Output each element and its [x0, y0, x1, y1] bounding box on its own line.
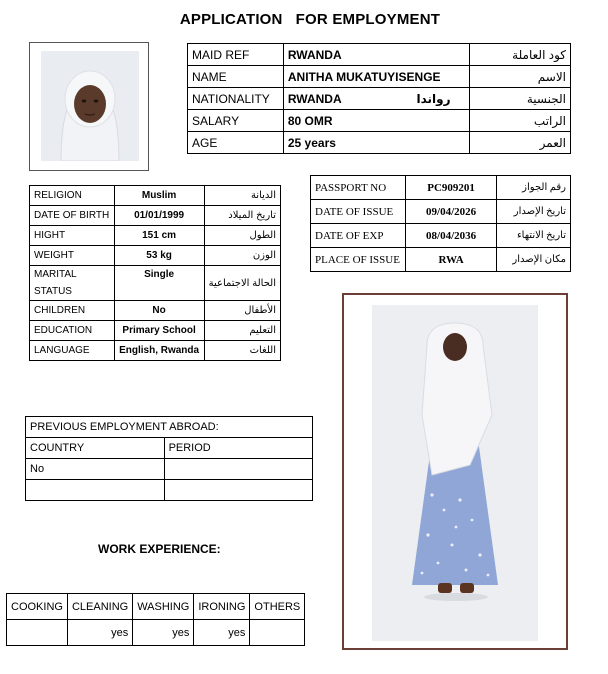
table-row — [188, 88, 571, 110]
religion-value: Muslim — [114, 186, 204, 206]
issue-place-label-ar: مكان الإصدار — [497, 248, 571, 272]
ironing-value: yes — [194, 620, 250, 646]
table-row — [188, 110, 571, 132]
cleaning-value: yes — [67, 620, 132, 646]
period-column-header: PERIOD — [164, 438, 312, 459]
work-experience-heading: WORK EXPERIENCE: — [98, 542, 221, 556]
table-row — [26, 438, 313, 459]
name-value — [283, 66, 469, 88]
country-cell — [26, 480, 165, 501]
previous-employment-heading: PREVIOUS EMPLOYMENT ABROAD: — [26, 417, 313, 438]
marital-label-line2: STATUS — [34, 286, 72, 297]
expiry-date-value: 08/04/2036 — [405, 224, 496, 248]
nationality-label-ar: الجنسية — [469, 88, 570, 110]
cleaning-header: CLEANING — [67, 594, 132, 620]
table-row — [188, 66, 571, 88]
language-label: LANGUAGE — [30, 341, 115, 361]
full-body-photo — [342, 293, 568, 650]
height-label-ar: الطول — [204, 226, 280, 246]
country-cell: No — [26, 459, 165, 480]
work-experience-table — [6, 593, 305, 646]
table-row — [311, 200, 571, 224]
portrait-photo — [29, 42, 149, 171]
others-header: OTHERS — [250, 594, 305, 620]
others-value — [250, 620, 305, 646]
table-row — [30, 321, 281, 341]
expiry-date-label: DATE OF EXP — [311, 224, 406, 248]
marital-label-line1: MARITAL — [34, 269, 77, 280]
issue-place-label: PLACE OF ISSUE — [311, 248, 406, 272]
table-row — [26, 459, 313, 480]
height-label: HIGHT — [30, 226, 115, 246]
marital-label-ar-line1: الحالة — [252, 277, 276, 289]
religion-label-ar: الديانة — [204, 186, 280, 206]
age-label: AGE — [188, 132, 284, 154]
issue-place-value: RWA — [405, 248, 496, 272]
washing-header: WASHING — [133, 594, 194, 620]
age-label-ar: العمر — [469, 132, 570, 154]
table-row — [7, 620, 305, 646]
table-row — [26, 480, 313, 501]
issue-date-label-ar: تاريخ الإصدار — [497, 200, 571, 224]
table-row — [30, 186, 281, 206]
nationality-value — [283, 88, 469, 110]
maid-ref-label: MAID REF — [188, 44, 284, 66]
portrait-image — [41, 51, 139, 161]
nationality-label: NATIONALITY — [188, 88, 284, 110]
table-row — [188, 132, 571, 154]
table-row — [30, 226, 281, 246]
issue-date-label: DATE OF ISSUE — [311, 200, 406, 224]
expiry-date-label-ar: تاريخ الانتهاء — [497, 224, 571, 248]
passport-no-label-ar: رقم الجواز — [497, 176, 571, 200]
table-row — [30, 341, 281, 361]
education-label: EDUCATION — [30, 321, 115, 341]
name-label-ar: الاسم — [469, 66, 570, 88]
marital-status-label-ar — [204, 266, 280, 301]
maid-ref-value — [283, 44, 469, 66]
maid-ref-label-ar: كود العاملة — [469, 44, 570, 66]
language-value: English, Rwanda — [114, 341, 204, 361]
dob-label-ar: تاريخ الميلاد — [204, 206, 280, 226]
table-row — [311, 176, 571, 200]
age-value — [283, 132, 469, 154]
children-label-ar: الأطفال — [204, 301, 280, 321]
table-row — [30, 206, 281, 226]
name-label: NAME — [188, 66, 284, 88]
education-value: Primary School — [114, 321, 204, 341]
marital-status-value: Single — [114, 266, 204, 301]
weight-label: WEIGHT — [30, 246, 115, 266]
dob-label: DATE OF BIRTH — [30, 206, 115, 226]
salary-label-ar: الراتب — [469, 110, 570, 132]
religion-label: RELIGION — [30, 186, 115, 206]
name-value-text: ANITHA MUKATUYISENGE — [287, 69, 441, 84]
children-value: No — [114, 301, 204, 321]
table-row — [30, 266, 281, 301]
marital-label-ar-line2: الاجتماعية — [208, 277, 250, 289]
table-row — [26, 417, 313, 438]
cooking-value — [7, 620, 68, 646]
table-row — [311, 248, 571, 272]
full-body-image — [372, 305, 538, 641]
nationality-value-ar: رواندا — [416, 91, 451, 106]
details-table — [29, 185, 281, 361]
marital-status-label — [30, 266, 115, 301]
education-label-ar: التعليم — [204, 321, 280, 341]
cooking-header: COOKING — [7, 594, 68, 620]
country-column-header: COUNTRY — [26, 438, 165, 459]
period-cell — [164, 459, 312, 480]
passport-no-value: PC909201 — [405, 176, 496, 200]
age-value-text: 25 years — [287, 135, 336, 150]
issue-date-value: 09/04/2026 — [405, 200, 496, 224]
maid-ref-value-text: RWANDA — [287, 47, 342, 62]
previous-employment-table — [25, 416, 313, 501]
salary-value — [283, 110, 469, 132]
nationality-value-text: RWANDA — [287, 91, 342, 106]
personal-info-table — [187, 43, 571, 154]
table-row — [30, 301, 281, 321]
passport-no-label: PASSPORT NO — [311, 176, 406, 200]
salary-value-text: 80 OMR — [287, 113, 333, 128]
page-title: APPLICATION FOR EMPLOYMENT — [179, 11, 441, 28]
weight-value: 53 kg — [114, 246, 204, 266]
table-row — [311, 224, 571, 248]
salary-label: SALARY — [188, 110, 284, 132]
weight-label-ar: الوزن — [204, 246, 280, 266]
height-value: 151 cm — [114, 226, 204, 246]
dob-value: 01/01/1999 — [114, 206, 204, 226]
period-cell — [164, 480, 312, 501]
table-row — [188, 44, 571, 66]
table-row — [7, 594, 305, 620]
table-row — [30, 246, 281, 266]
ironing-header: IRONING — [194, 594, 250, 620]
children-label: CHILDREN — [30, 301, 115, 321]
passport-table — [310, 175, 571, 272]
washing-value: yes — [133, 620, 194, 646]
language-label-ar: اللغات — [204, 341, 280, 361]
